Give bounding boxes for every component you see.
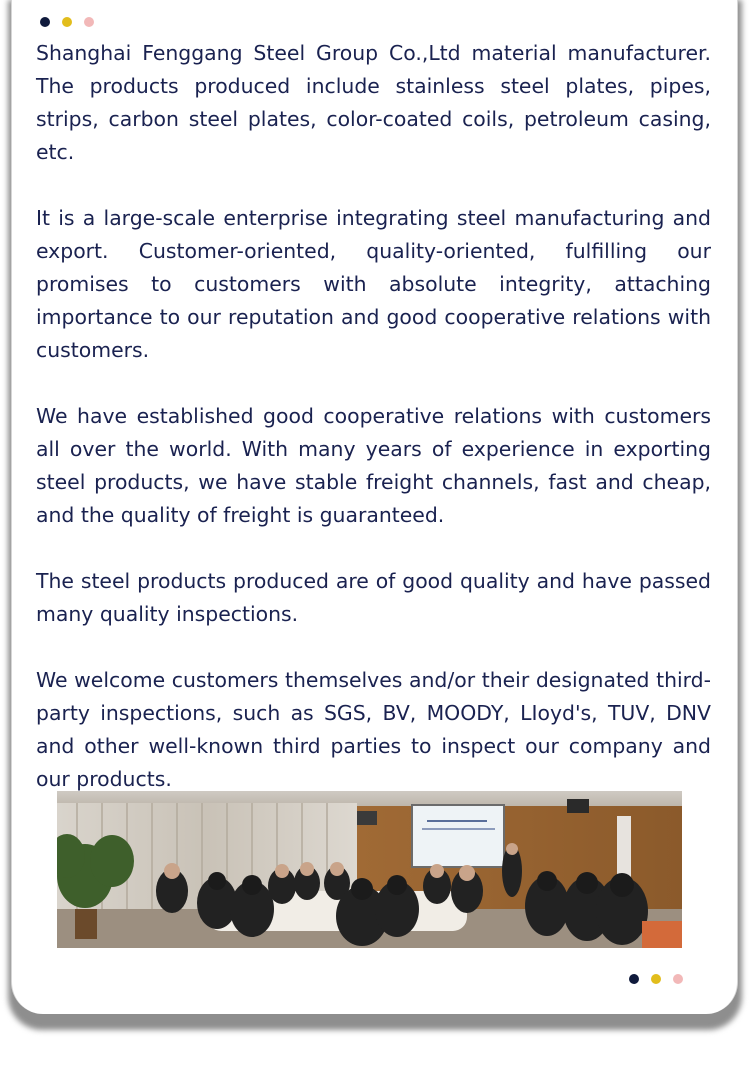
decorative-dots-top [40, 17, 94, 27]
yellow-dot-icon [651, 974, 661, 984]
pink-dot-icon [673, 974, 683, 984]
paragraph-enterprise: It is a large-scale enterprise integrating steel manufacturing and export. Customer-oriented, quality-oriented, fulfilling our promises to customers with absolute integrity, attaching importance to our reputation and good cooperative relations with customers. [36, 206, 711, 362]
pink-dot-icon [84, 17, 94, 27]
decorative-dots-bottom [629, 974, 683, 984]
meeting-room-photo [57, 791, 682, 948]
company-description [36, 37, 711, 829]
paragraph-quality: The steel products produced are of good quality and have passed many quality inspections. [36, 569, 711, 626]
yellow-dot-icon [62, 17, 72, 27]
paragraph-intro: Shanghai Fenggang Steel Group Co.,Ltd material manufacturer. The products produced include stainless steel plates, pipes, strips, carbon steel plates, color-coated coils, petroleum casing, etc. [36, 41, 711, 164]
paragraph-relations: We have established good cooperative relations with customers all over the world. With many years of experience in exporting steel products, we have stable freight channels, fast and cheap, and the quality of freight is guaranteed. [36, 404, 711, 527]
paragraph-inspections: We welcome customers themselves and/or their designated third-party inspections, such as SGS, BV, MOODY, LIoyd's, TUV, DNV and other well-known third parties to inspect our company and our products. [36, 668, 711, 791]
navy-dot-icon [40, 17, 50, 27]
navy-dot-icon [629, 974, 639, 984]
